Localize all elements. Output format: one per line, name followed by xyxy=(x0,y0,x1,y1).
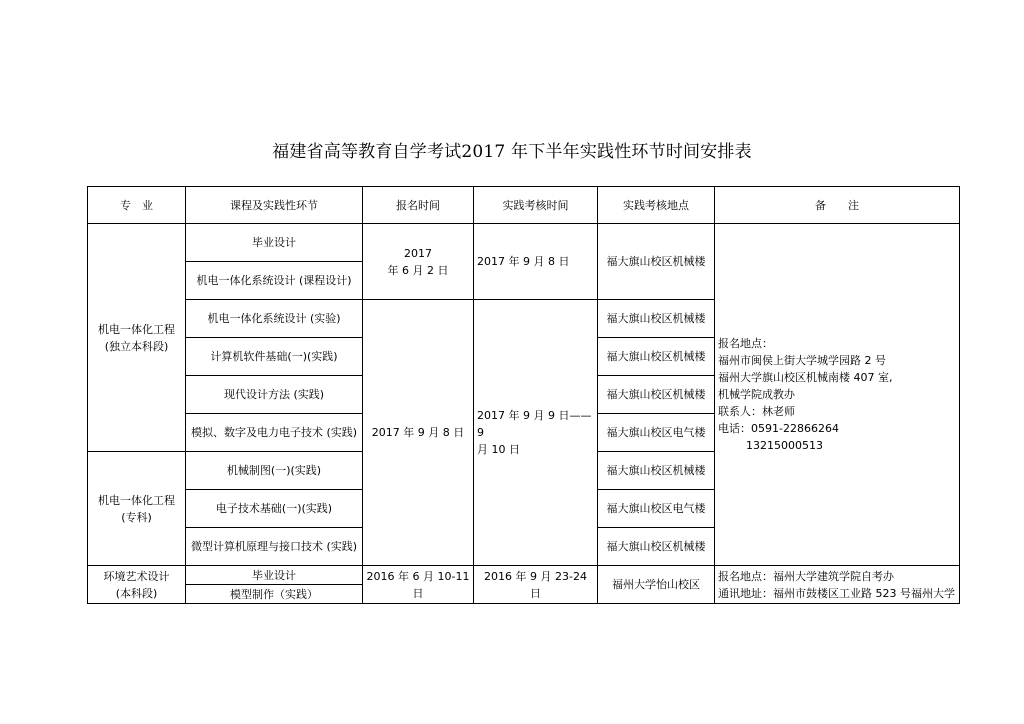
major-level: (本科段) xyxy=(115,586,158,600)
registration-date: 年 6 月 2 日 xyxy=(387,263,449,277)
course-cell: 计算机软件基础(一)(实践) xyxy=(186,338,363,376)
course-cell: 模拟、数字及电力电子技术 (实践) xyxy=(186,414,363,452)
registration-date: 2016 年 6 月 10-11 xyxy=(366,569,470,583)
exam-time-line: 2017 年 9 月 9 日——9 xyxy=(477,409,592,439)
course-cell: 机械制图(一)(实践) xyxy=(186,452,363,490)
course-cell: 机电一体化系统设计 (实验) xyxy=(186,300,363,338)
major-cell xyxy=(88,452,186,566)
exam-location-cell: 福大旗山校区电气楼 xyxy=(598,490,715,528)
table-row xyxy=(88,224,960,262)
registration-time-cell: 2017 年 9 月 8 日 xyxy=(363,300,474,566)
table-header-row xyxy=(88,187,960,224)
header-major: 专 业 xyxy=(88,187,186,224)
page-title: 福建省高等教育自学考试2017 年下半年实践性环节时间安排表 xyxy=(272,142,752,162)
exam-location-cell: 福大旗山校区电气楼 xyxy=(598,414,715,452)
header-registration-time: 报名时间 xyxy=(363,187,474,224)
remark-line: 报名地点： xyxy=(718,337,773,350)
course-cell: 现代设计方法 (实践) xyxy=(186,376,363,414)
major-level: (独立本科段) xyxy=(104,339,169,353)
major-name: 环境艺术设计 xyxy=(103,569,170,583)
remarks-cell xyxy=(715,566,960,604)
major-cell xyxy=(88,566,186,604)
exam-time-cell xyxy=(474,300,598,566)
registration-year: 2017 xyxy=(404,246,432,260)
remark-line: 福州市闽侯上街大学城学园路 2 号 xyxy=(718,354,886,367)
header-exam-location: 实践考核地点 xyxy=(598,187,715,224)
major-name: 机电一体化工程 xyxy=(98,493,175,507)
registration-time-cell xyxy=(363,224,474,300)
schedule-table xyxy=(87,186,960,604)
remark-line: 福州大学旗山校区机械南楼 407 室, xyxy=(718,371,893,384)
exam-location-cell: 福大旗山校区机械楼 xyxy=(598,452,715,490)
remark-line: 报名地点：福州大学建筑学院自考办 xyxy=(718,569,894,583)
course-cell: 微型计算机原理与接口技术 (实践) xyxy=(186,528,363,566)
remark-line: 联系人：林老师 xyxy=(718,405,795,418)
exam-location-cell: 福大旗山校区机械楼 xyxy=(598,528,715,566)
remarks-cell xyxy=(715,224,960,566)
table-row xyxy=(88,566,960,585)
remark-line: 13215000513 xyxy=(746,439,823,452)
exam-time-cell: 2017 年 9 月 8 日 xyxy=(474,224,598,300)
remark-line: 机械学院成教办 xyxy=(718,388,795,401)
major-cell xyxy=(88,224,186,452)
course-cell: 毕业设计 xyxy=(186,566,363,585)
course-cell: 机电一体化系统设计 (课程设计) xyxy=(186,262,363,300)
course-cell: 模型制作（实践） xyxy=(186,585,363,604)
registration-time-cell xyxy=(363,566,474,604)
header-exam-time: 实践考核时间 xyxy=(474,187,598,224)
exam-location-cell: 福大旗山校区机械楼 xyxy=(598,376,715,414)
major-name: 机电一体化工程 xyxy=(98,322,175,336)
exam-location-cell: 福大旗山校区机械楼 xyxy=(598,338,715,376)
exam-location-cell: 福州大学怡山校区 xyxy=(598,566,715,604)
header-course: 课程及实践性环节 xyxy=(186,187,363,224)
course-cell: 毕业设计 xyxy=(186,224,363,262)
remark-line: 电话：0591-22866264 xyxy=(718,422,839,435)
course-cell: 电子技术基础(一)(实践) xyxy=(186,490,363,528)
exam-location-cell: 福大旗山校区机械楼 xyxy=(598,300,715,338)
registration-date-suffix: 日 xyxy=(412,586,424,600)
remark-line: 通讯地址：福州市鼓楼区工业路 523 号福州大学 xyxy=(718,586,955,600)
exam-time-cell: 2016 年 9 月 23-24 日 xyxy=(474,566,598,604)
exam-location-cell: 福大旗山校区机械楼 xyxy=(598,224,715,300)
exam-time-line: 月 10 日 xyxy=(477,443,520,456)
header-remarks: 备 注 xyxy=(715,187,960,224)
major-level: (专科) xyxy=(121,510,152,524)
